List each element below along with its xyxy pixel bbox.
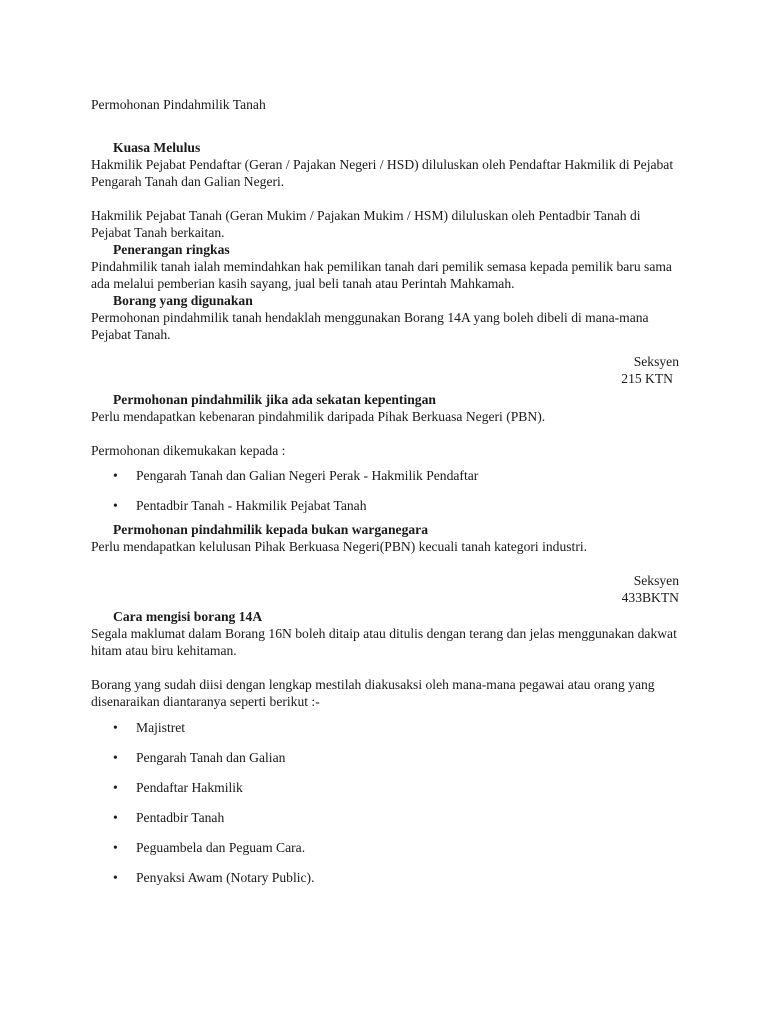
paragraph-kuasa-2: Hakmilik Pejabat Tanah (Geran Mukim / Pajakan Mukim / HSM) diluluskan oleh Pentadbir Tanah di Pejabat Tanah berkaitan.: [91, 208, 641, 240]
heading-cara-mengisi: Cara mengisi borang 14A: [113, 609, 263, 624]
paragraph-cara-2: Borang yang sudah diisi dengan lengkap mestilah diakusaksi oleh mana-mana pegawai atau orang yang disenaraikan diantaranya seperti berikut :-: [91, 677, 655, 709]
list-item: • Penyaksi Awam (Notary Public).: [91, 869, 679, 886]
heading-bukan-warganegara: Permohonan pindahmilik kepada bukan warganegara: [113, 522, 428, 537]
heading-kuasa-melulus: Kuasa Melulus: [113, 140, 201, 155]
list-sekatan: [91, 467, 679, 514]
list-item: • Pentadbir Tanah: [91, 809, 679, 826]
list-item: • Pengarah Tanah dan Galian: [91, 749, 679, 766]
list-item: • Peguambela dan Peguam Cara.: [91, 839, 679, 856]
seksyen-value: 215 KTN: [621, 371, 673, 386]
list-item: • Majistret: [91, 719, 679, 736]
paragraph-penerangan: Pindahmilik tanah ialah memindahkan hak pemilikan tanah dari pemilik semasa kepada pemilik baru sama ada melalui pemberian kasih sayang, jual beli tanah atau Perintah Mahkamah.: [91, 259, 672, 291]
list-pegawai: [91, 719, 679, 886]
paragraph-bukan-warganegara: Perlu mendapatkan kelulusan Pihak Berkuasa Negeri(PBN) kecuali tanah kategori industri.: [91, 539, 588, 554]
seksyen-label: Seksyen: [633, 354, 679, 369]
paragraph-sekatan: Perlu mendapatkan kebenaran pindahmilik daripada Pihak Berkuasa Negeri (PBN).: [91, 409, 546, 424]
paragraph-kuasa-1: Hakmilik Pejabat Pendaftar (Geran / Pajakan Negeri / HSD) diluluskan oleh Pendaftar Hakmilik di Pejabat Pengarah Tanah dan Galian Negeri.: [91, 157, 674, 189]
heading-borang-digunakan: Borang yang digunakan: [113, 293, 253, 308]
heading-sekatan-kepentingan: Permohonan pindahmilik jika ada sekatan kepentingan: [113, 392, 436, 407]
document-page: [91, 96, 679, 886]
seksyen-label: Seksyen: [633, 573, 679, 588]
seksyen-value: 433BKTN: [621, 590, 679, 605]
list-item: • Pendaftar Hakmilik: [91, 779, 679, 796]
list-item: • Pengarah Tanah dan Galian Negeri Perak - Hakmilik Pendaftar: [91, 467, 679, 484]
document-title: Permohonan Pindahmilik Tanah: [91, 97, 266, 112]
heading-penerangan-ringkas: Penerangan ringkas: [113, 242, 230, 257]
paragraph-cara-1: Segala maklumat dalam Borang 16N boleh ditaip atau ditulis dengan terang dan jelas menggunakan dakwat hitam atau biru kehitaman.: [91, 626, 677, 658]
paragraph-dikemukakan: Permohonan dikemukakan kepada :: [91, 443, 286, 458]
paragraph-borang: Permohonan pindahmilik tanah hendaklah menggunakan Borang 14A yang boleh dibeli di mana-mana Pejabat Tanah.: [91, 310, 649, 342]
list-item: • Pentadbir Tanah - Hakmilik Pejabat Tanah: [91, 497, 679, 514]
